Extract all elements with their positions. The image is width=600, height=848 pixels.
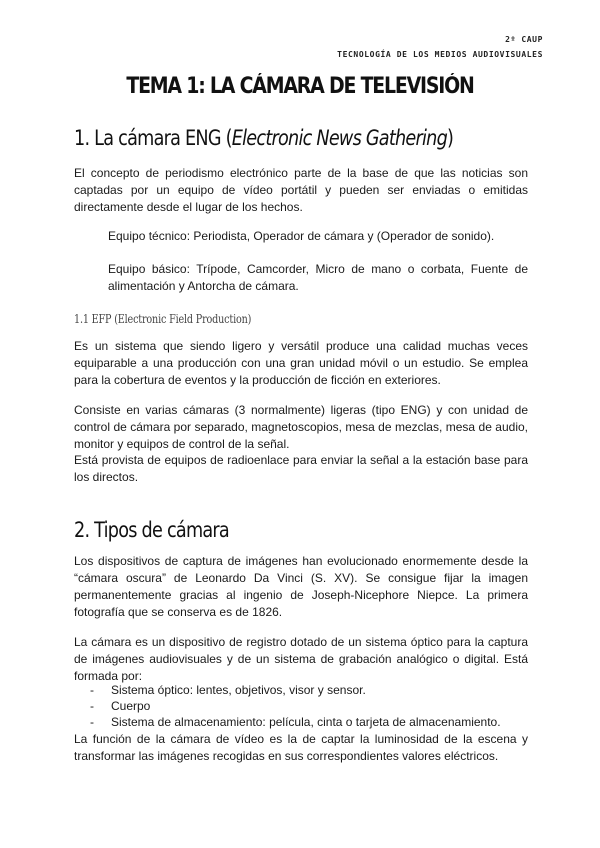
section1-heading-prefix: 1. La cámara ENG (	[74, 126, 232, 150]
equipo-basico: Equipo básico: Trípode, Camcorder, Micro de mano o corbata, Fuente de alimentación y Antorcha de cámara.	[108, 262, 528, 293]
section1-heading	[74, 126, 453, 150]
header-subject: TECNOLOGÍA DE LOS MEDIOS AUDIOVISUALES	[337, 50, 543, 59]
section1-heading-suffix: )	[447, 126, 454, 150]
subsection11-heading: 1.1 EFP (Electronic Field Production)	[74, 312, 252, 326]
list-item-text: Cuerpo	[111, 699, 151, 713]
components-list	[74, 682, 528, 730]
subsection11-para1: Es un sistema que siendo ligero y versátil produce una calidad muchas veces equiparable a una producción con una gran unidad móvil o un estudio. Se emplea para la cobertura de eventos y la producción de ficción en exteriores.	[74, 339, 528, 387]
equipo-tecnico: Equipo técnico: Periodista, Operador de cámara y (Operador de sonido).	[108, 229, 495, 243]
page-title: TEMA 1: LA CÁMARA DE TELEVISIÓN	[126, 74, 474, 99]
subsection11-para2: Consiste en varias cámaras (3 normalmente) ligeras (tipo ENG) y con unidad de control de cámara por separado, magnetoscopios, mesa de mezclas, mesa de audio, monitor y equipos de control de la señal.	[74, 403, 528, 451]
section1-intro: El concepto de periodismo electrónico parte de la base de que las noticias son captadas por un equipo de vídeo portátil y pueden ser enviadas o emitidas directamente desde el lugar de los hechos.	[74, 166, 528, 214]
list-item-text: Sistema óptico: lentes, objetivos, visor y sensor.	[111, 683, 366, 697]
list-item: - Sistema óptico: lentes, objetivos, visor y sensor.	[90, 683, 366, 697]
list-item-text: Sistema de almacenamiento: película, cinta o tarjeta de almacenamiento.	[111, 715, 501, 729]
section1-heading-italic: Electronic News Gathering	[231, 126, 448, 150]
section2-para2: La cámara es un dispositivo de registro dotado de un sistema óptico para la captura de imágenes audiovisuales y de un sistema de grabación analógico o digital. Está formada por:	[74, 635, 528, 683]
list-item: - Cuerpo	[90, 699, 151, 713]
list-item: - Sistema de almacenamiento: película, cinta o tarjeta de almacenamiento.	[90, 715, 501, 729]
section2-heading: 2. Tipos de cámara	[74, 518, 229, 542]
subsection11-para3: Está provista de equipos de radioenlace para enviar la señal a la estación base para los directos.	[74, 453, 528, 484]
section2-para1: Los dispositivos de captura de imágenes han evolucionado enormemente desde la “cámara oscura” de Leonardo Da Vinci (S. XV). Se consigue fijar la imagen permanentemente gracias al ingenio de Joseph-Nicephore Niepce. La primera fotografía que se conserva es de 1826.	[74, 554, 528, 619]
header-course: 2º CAUP	[505, 35, 543, 44]
section2-para3: La función de la cámara de vídeo es la de captar la luminosidad de la escena y transformar las imágenes recogidas en sus correspondientes valores eléctricos.	[74, 732, 528, 763]
